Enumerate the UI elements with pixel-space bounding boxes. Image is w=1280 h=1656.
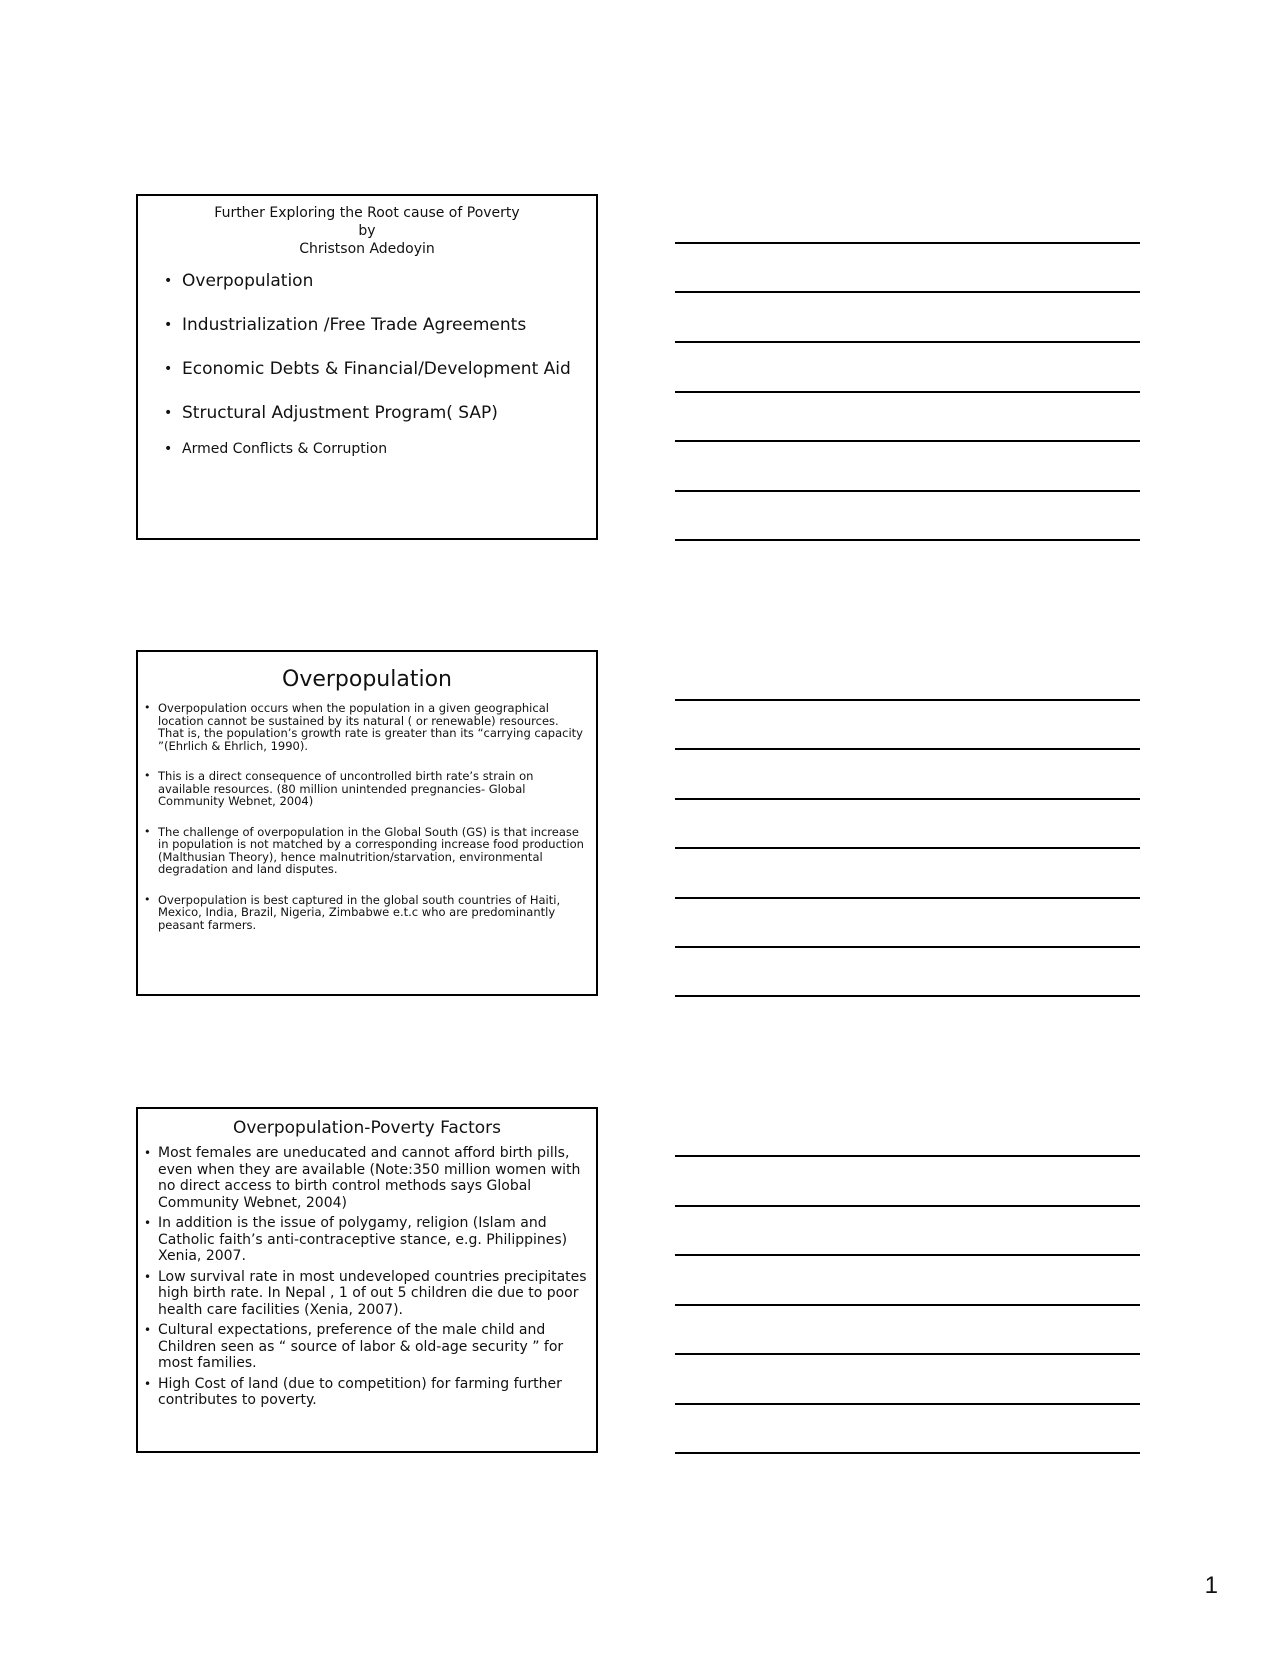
note-line: [675, 748, 1140, 750]
slide-1: [136, 194, 598, 540]
note-line: [675, 539, 1140, 541]
note-line: [675, 995, 1140, 997]
slide-3: [136, 1107, 598, 1453]
slide-3-bullet-list: [138, 1145, 596, 1409]
slide-2: [136, 650, 598, 996]
slide-1-title-line: by: [358, 223, 376, 239]
slide-1-title: [138, 204, 596, 258]
note-line: [675, 490, 1140, 492]
bullet-item: • In addition is the issue of polygamy, religion (Islam and Catholic faith’s anti-contraceptive stance, e.g. Philippines) Xenia, 2007.: [144, 1215, 588, 1265]
note-line: [675, 1452, 1140, 1454]
bullet-item: • Industrialization /Free Trade Agreements: [164, 314, 596, 336]
note-line: [675, 291, 1140, 293]
bullet-item: • Overpopulation is best captured in the global south countries of Haiti, Mexico, India, Brazil, Nigeria, Zimbabwe e.t.c who are predominantly peasant farmers.: [144, 894, 588, 932]
note-line: [675, 1205, 1140, 1207]
bullet-item: • Armed Conflicts & Corruption: [164, 440, 596, 458]
bullet-item: • The challenge of overpopulation in the Global South (GS) is that increase in population is not matched by a corresponding increase food production (Malthusian Theory), hence malnutrition/starvation, environmental degradation and land disputes.: [144, 826, 588, 876]
bullet-item: • Most females are uneducated and cannot afford birth pills, even when they are available (Note:350 million women with no direct access to birth control methods says Global Community Webnet, 2004): [144, 1145, 588, 1211]
slide-2-bullet-list: [138, 702, 596, 931]
bullet-item: • This is a direct consequence of uncontrolled birth rate’s strain on available resources. (80 million unintended pregnancies- Global Community Webnet, 2004): [144, 770, 588, 808]
note-line: [675, 897, 1140, 899]
slide-3-title: Overpopulation-Poverty Factors: [232, 1118, 502, 1138]
bullet-item: • Economic Debts & Financial/Development Aid: [164, 358, 596, 380]
note-line: [675, 391, 1140, 393]
bullet-item: • Structural Adjustment Program( SAP): [164, 402, 596, 424]
slide-1-title-line: Further Exploring the Root cause of Poverty: [214, 205, 520, 221]
note-line: [675, 1254, 1140, 1256]
bullet-item: • Cultural expectations, preference of the male child and Children seen as “ source of labor & old-age security ” for most families.: [144, 1322, 588, 1372]
bullet-item: • Overpopulation: [164, 270, 596, 292]
note-line: [675, 1155, 1140, 1157]
slide-2-title: Overpopulation: [282, 667, 452, 692]
slide-1-title-line: Christson Adedoyin: [299, 241, 435, 257]
note-line: [675, 242, 1140, 244]
bullet-item: • Overpopulation occurs when the population in a given geographical location cannot be sustained by its natural ( or renewable) resources. That is, the population’s growth rate is greater than its “carrying capacity ”(Ehrlich & Ehrlich, 1990).: [144, 702, 588, 752]
note-line: [675, 699, 1140, 701]
note-line: [675, 341, 1140, 343]
note-line: [675, 1353, 1140, 1355]
bullet-item: • High Cost of land (due to competition) for farming further contributes to poverty.: [144, 1376, 588, 1409]
slide-1-bullet-list: [138, 270, 596, 458]
note-line: [675, 1304, 1140, 1306]
note-line: [675, 847, 1140, 849]
note-line: [675, 1403, 1140, 1405]
note-line: [675, 798, 1140, 800]
note-line: [675, 946, 1140, 948]
note-line: [675, 440, 1140, 442]
page-number: 1: [1204, 1572, 1218, 1599]
bullet-item: • Low survival rate in most undeveloped countries precipitates high birth rate. In Nepal , 1 of out 5 children die due to poor health care facilities (Xenia, 2007).: [144, 1269, 588, 1319]
